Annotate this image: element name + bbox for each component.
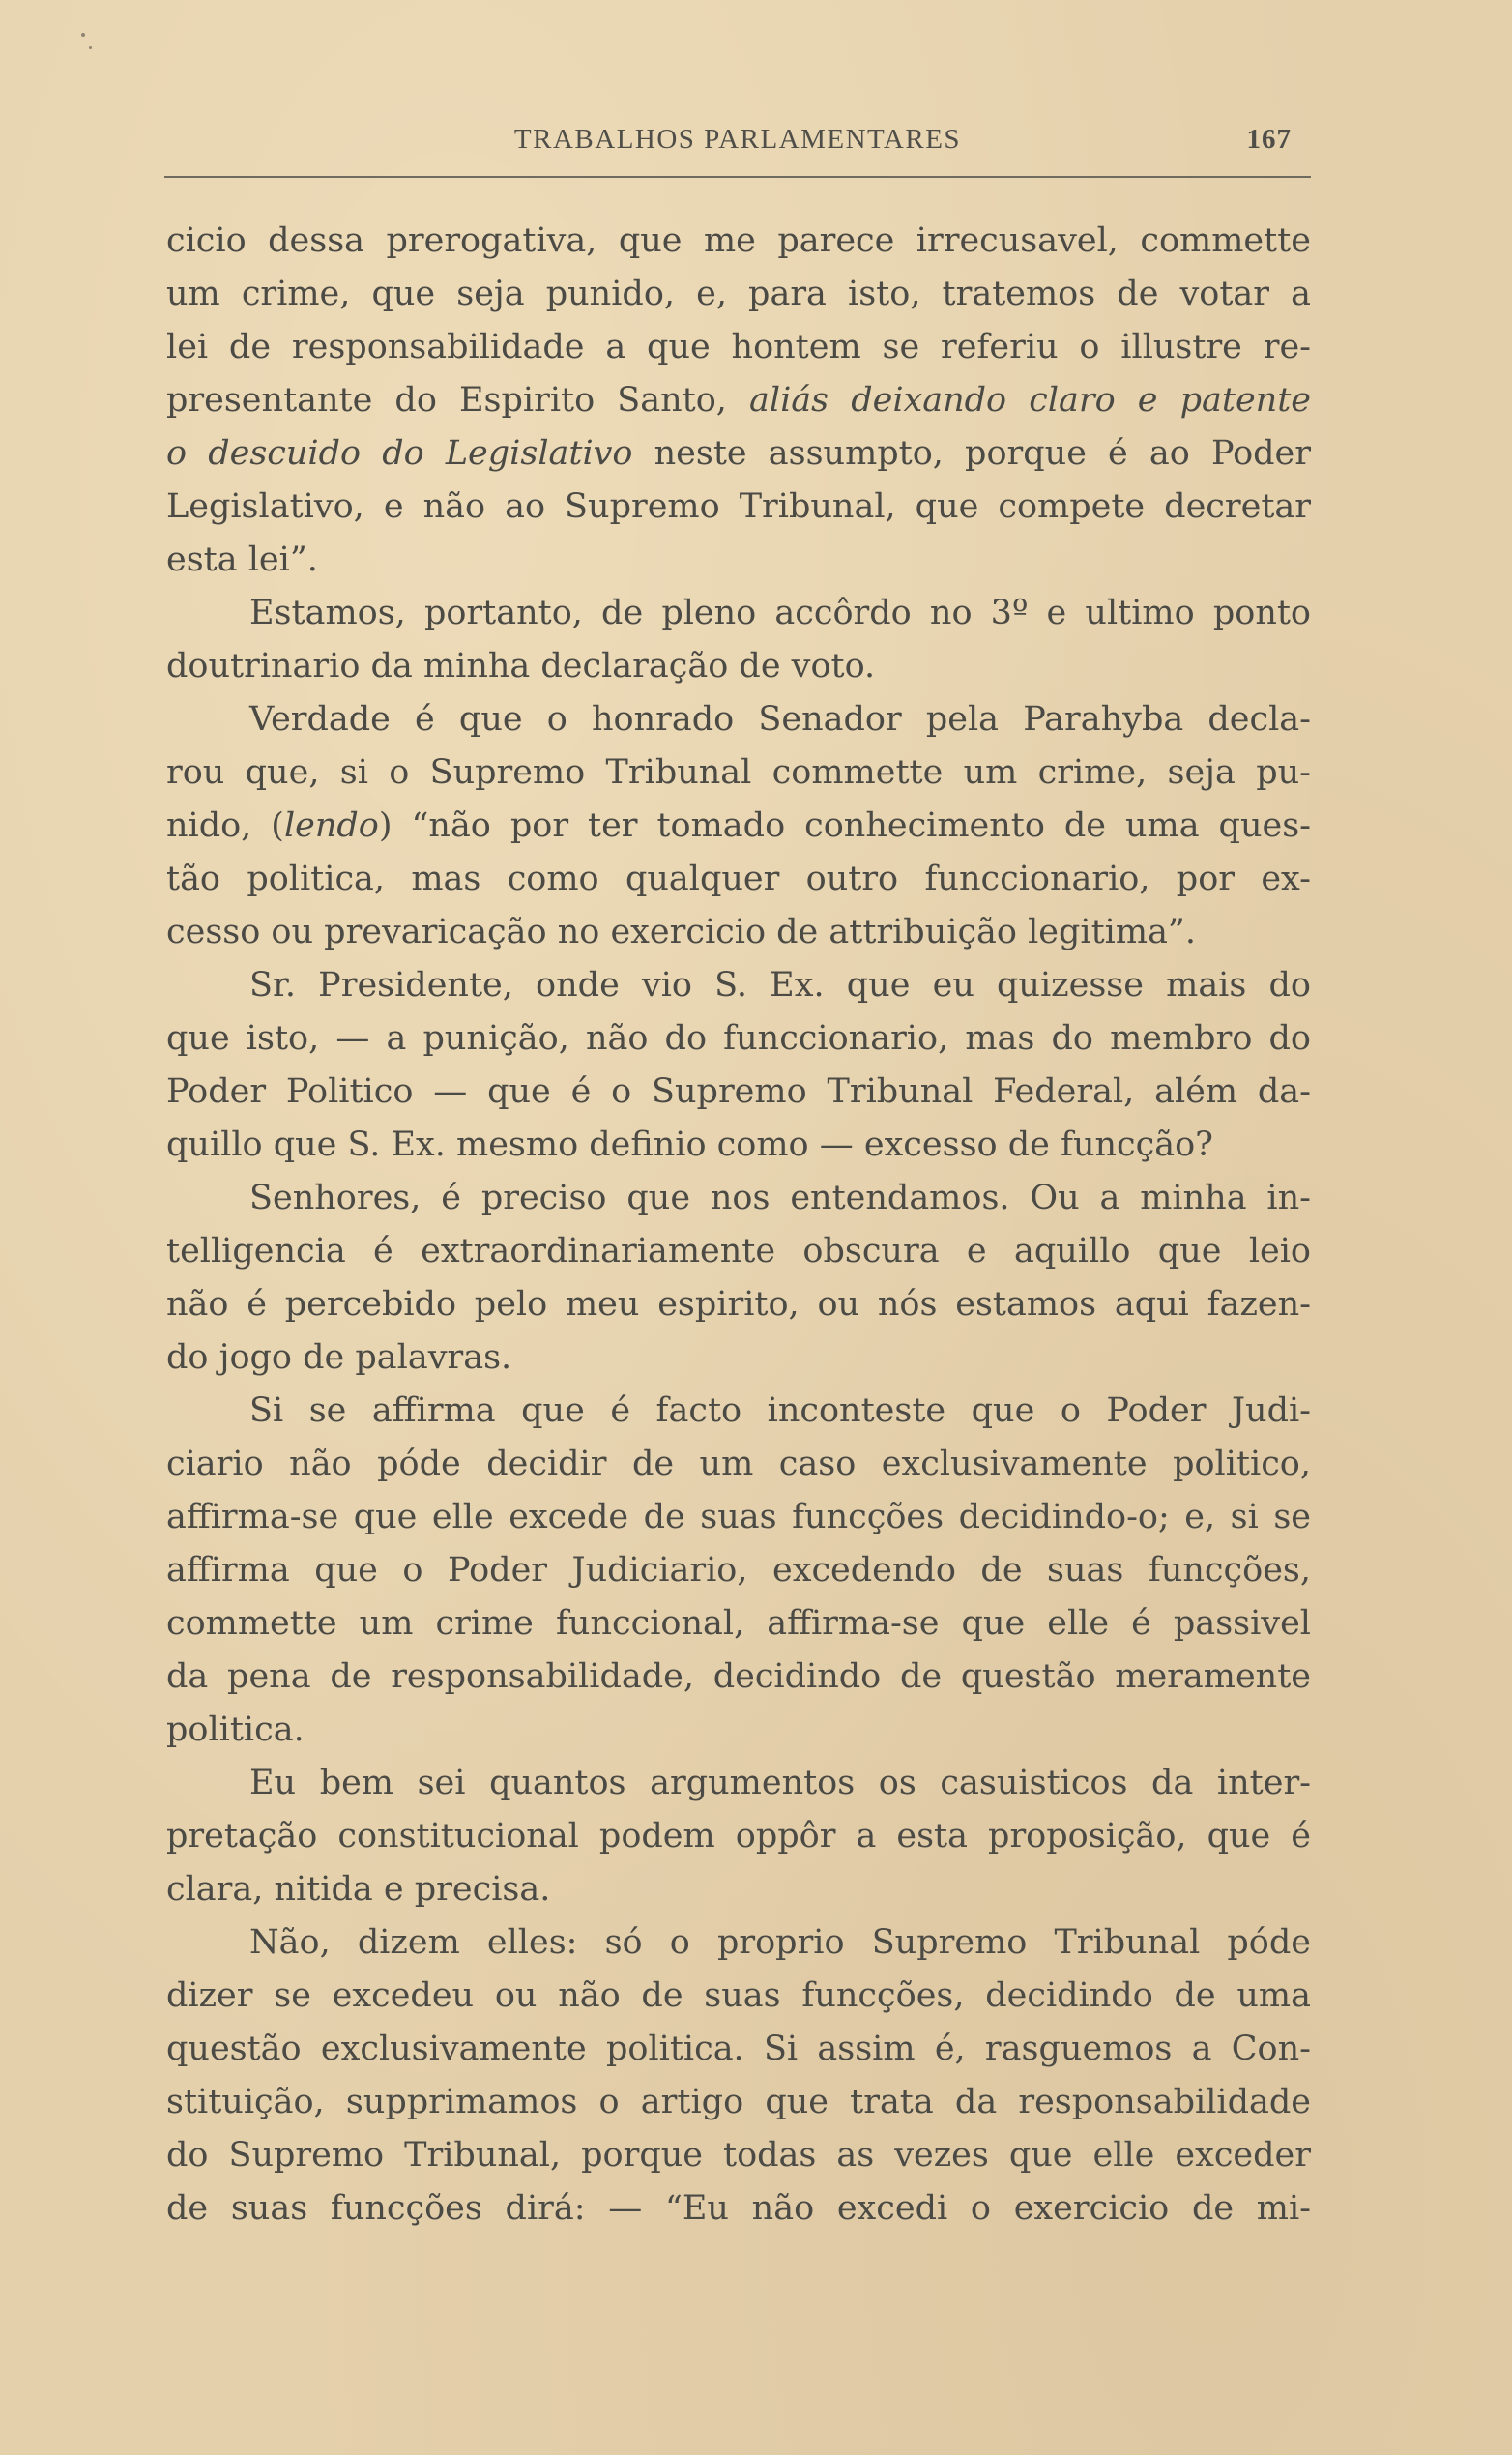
text-line <box>166 1544 1311 1597</box>
text-run: tão politica, mas como qualquer outro funccionario, por ex- <box>166 860 1311 898</box>
text-run: Senhores, é preciso que nos entendamos. Ou a minha in- <box>249 1179 1311 1217</box>
italic-text: lendo <box>283 806 379 845</box>
text-line <box>166 1066 1311 1119</box>
text-run: neste assumpto, porque é ao Poder <box>632 434 1311 473</box>
text-line <box>166 2182 1311 2236</box>
text-line <box>166 268 1311 321</box>
text-run: do Supremo Tribunal, porque todas as vezes que elle exceder <box>166 2136 1311 2175</box>
text-run: Não, dizem elles: só o proprio Supremo Tribunal póde <box>249 1923 1311 1962</box>
text-run: lei de responsabilidade a que hontem se referiu o illustre re- <box>166 328 1311 366</box>
text-line <box>166 215 1311 268</box>
text-line <box>166 1704 1311 1757</box>
text-line <box>166 1012 1311 1066</box>
page-number: 167 <box>1246 124 1292 155</box>
text-line <box>166 640 1311 693</box>
text-run: telligencia é extraordinariamente obscura e aquillo que leio <box>166 1232 1311 1271</box>
text-run: cicio dessa prerogativa, que me parece irrecusavel, commette <box>166 221 1311 260</box>
paper-speck <box>81 33 85 37</box>
text-run: politica. <box>166 1710 305 1749</box>
paragraph <box>166 1757 1311 1916</box>
text-line <box>166 1916 1311 1970</box>
italic-text: o descuido do Legislativo <box>166 434 633 473</box>
text-run: um crime, que seja punido, e, para isto, tratemos de votar a <box>166 275 1311 313</box>
text-run: Poder Politico — que é o Supremo Tribunal Federal, além da- <box>166 1072 1311 1111</box>
running-head <box>164 124 1311 162</box>
text-run: affirma-se que elle excede de suas funcções decidindo-o; e, si se <box>166 1498 1311 1536</box>
text-run: questão exclusivamente politica. Si assim é, rasguemos a Con- <box>166 2030 1311 2068</box>
text-line <box>166 481 1311 534</box>
text-line <box>166 1491 1311 1544</box>
text-line <box>166 1331 1311 1385</box>
text-line <box>166 1172 1311 1225</box>
text-run: clara, nitida e precisa. <box>166 1870 551 1909</box>
text-line <box>166 2076 1311 2129</box>
paragraph <box>166 1172 1311 1385</box>
running-title: TRABALHOS PARLAMENTARES <box>513 124 962 155</box>
paragraph <box>166 587 1311 693</box>
text-line <box>166 321 1311 374</box>
text-run: do jogo de palavras. <box>166 1338 512 1377</box>
text-line <box>166 1119 1311 1172</box>
paragraph <box>166 1385 1311 1757</box>
text-line <box>166 427 1311 481</box>
text-run: esta lei”. <box>166 541 318 579</box>
text-run: stituição, supprimamos o artigo que trata da responsabilidade <box>166 2083 1311 2121</box>
text-line <box>166 1597 1311 1651</box>
text-line <box>166 1970 1311 2023</box>
text-line <box>166 1278 1311 1331</box>
text-line <box>166 1438 1311 1491</box>
text-run: da pena de responsabilidade, decidindo de questão meramente <box>166 1657 1311 1696</box>
text-line <box>166 746 1311 800</box>
text-run: ciario não póde decidir de um caso exclusivamente politico, <box>166 1445 1311 1483</box>
text-line <box>166 906 1311 959</box>
text-line <box>166 800 1311 853</box>
text-run: Legislativo, e não ao Supremo Tribunal, que compete decretar <box>166 487 1311 526</box>
paragraph <box>166 215 1311 587</box>
paragraph <box>166 1916 1311 2236</box>
text-run: de suas funcções dirá: — “Eu não excedi o exercicio de mi- <box>166 2189 1311 2228</box>
text-line <box>166 1757 1311 1810</box>
text-run: commette um crime funccional, affirma-se que elle é passivel <box>166 1604 1311 1643</box>
text-line <box>166 1385 1311 1438</box>
text-run: affirma que o Poder Judiciario, excedendo de suas funcções, <box>166 1551 1311 1590</box>
paragraph <box>166 693 1311 959</box>
paper-speck <box>89 46 92 49</box>
text-run: dizer se excedeu ou não de suas funcções, decidindo de uma <box>166 1976 1311 2015</box>
text-line <box>166 2129 1311 2182</box>
text-line <box>166 1863 1311 1916</box>
text-run: Verdade é que o honrado Senador pela Parahyba decla- <box>249 700 1311 739</box>
header-rule <box>164 176 1311 178</box>
text-line <box>166 534 1311 587</box>
text-line <box>166 374 1311 427</box>
text-line <box>166 1225 1311 1278</box>
paragraph <box>166 959 1311 1172</box>
text-line <box>166 1651 1311 1704</box>
text-run: Eu bem sei quantos argumentos os casuisticos da inter- <box>249 1764 1311 1802</box>
text-line <box>166 1810 1311 1863</box>
text-run: doutrinario da minha declaração de voto. <box>166 647 876 686</box>
text-run: não é percebido pelo meu espirito, ou nós estamos aqui fazen- <box>166 1285 1311 1324</box>
text-line <box>166 587 1311 640</box>
text-run: ) “não por ter tomado conhecimento de uma ques- <box>378 806 1311 845</box>
text-line <box>166 853 1311 906</box>
text-run: Si se affirma que é facto inconteste que o Poder Judi- <box>249 1391 1311 1430</box>
text-run: presentante do Espirito Santo, <box>166 381 750 420</box>
italic-text: aliás deixando claro e patente <box>749 381 1311 420</box>
body-text <box>166 215 1311 2236</box>
text-run: que isto, — a punição, não do funccionario, mas do membro do <box>166 1019 1311 1058</box>
text-line <box>166 2023 1311 2076</box>
text-run: cesso ou prevaricação no exercicio de attribuição legitima”. <box>166 913 1196 951</box>
text-run: pretação constitucional podem oppôr a esta proposição, que é <box>166 1817 1311 1856</box>
text-line <box>166 959 1311 1012</box>
text-run: rou que, si o Supremo Tribunal commette um crime, seja pu- <box>166 753 1311 792</box>
text-run: Sr. Presidente, onde vio S. Ex. que eu quizesse mais do <box>249 966 1311 1005</box>
text-run: quillo que S. Ex. mesmo definio como — excesso de funcção? <box>166 1125 1213 1164</box>
text-run: Estamos, portanto, de pleno accôrdo no 3º e ultimo ponto <box>249 594 1311 632</box>
text-line <box>166 693 1311 746</box>
text-run: nido, ( <box>166 806 284 845</box>
